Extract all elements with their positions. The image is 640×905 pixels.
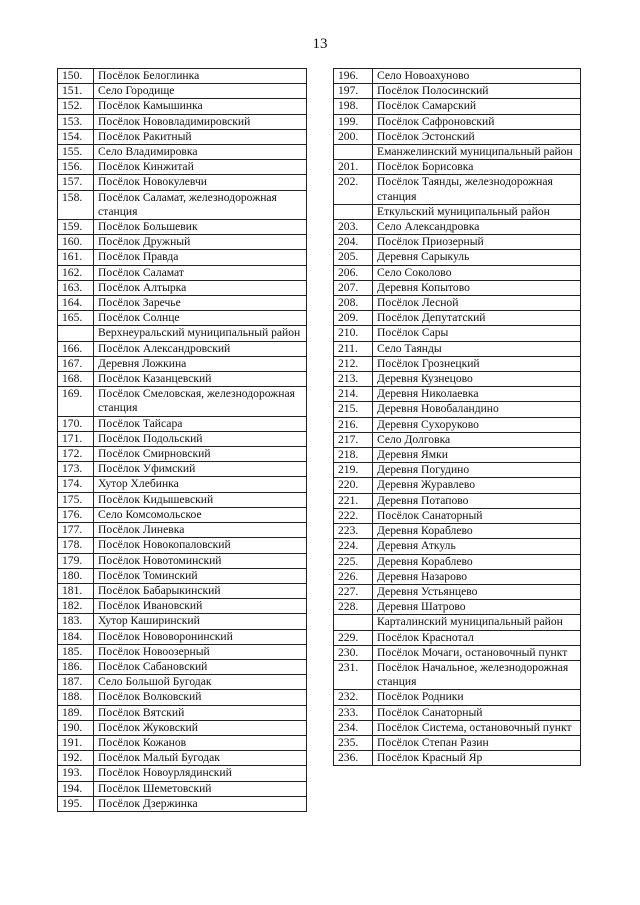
district-header-row: [334, 145, 581, 160]
row-number: 209.: [334, 311, 373, 326]
district-name: Еткульский муниципальный район: [373, 204, 581, 219]
settlement-name: Посёлок Эстонский: [373, 129, 581, 144]
settlements-table-left: [57, 68, 307, 812]
row-number: 183.: [58, 614, 94, 629]
settlement-name: Хутор Хлебинка: [94, 477, 307, 492]
settlement-name: Посёлок Малый Бугодак: [94, 751, 307, 766]
row-number: 177.: [58, 523, 94, 538]
table-row: [58, 447, 307, 462]
row-number: 207.: [334, 280, 373, 295]
row-number: 195.: [58, 796, 94, 811]
table-row: [334, 69, 581, 84]
table-row: [334, 311, 581, 326]
table-row: [58, 462, 307, 477]
table-row: [58, 629, 307, 644]
district-header-row: [334, 204, 581, 219]
row-number: 176.: [58, 507, 94, 522]
table-row: [334, 160, 581, 175]
row-number: 173.: [58, 462, 94, 477]
table-row: [58, 114, 307, 129]
row-number: 152.: [58, 99, 94, 114]
row-number: 190.: [58, 720, 94, 735]
row-number: 212.: [334, 356, 373, 371]
table-row: [58, 296, 307, 311]
row-number: 159.: [58, 220, 94, 235]
row-number: 201.: [334, 160, 373, 175]
row-number: 219.: [334, 463, 373, 478]
settlement-name: Посёлок Грознецкий: [373, 356, 581, 371]
row-number: 157.: [58, 175, 94, 190]
row-number: 203.: [334, 220, 373, 235]
row-number: 192.: [58, 751, 94, 766]
table-row: [334, 508, 581, 523]
row-number: 193.: [58, 766, 94, 781]
row-number: 194.: [58, 781, 94, 796]
settlement-name: Посёлок Большевик: [94, 220, 307, 235]
table-row: [58, 492, 307, 507]
table-row: [58, 265, 307, 280]
settlement-name: Село Городище: [94, 84, 307, 99]
row-number: 217.: [334, 432, 373, 447]
settlement-name: Село Новоахуново: [373, 69, 581, 84]
row-number: 234.: [334, 720, 373, 735]
row-number: 164.: [58, 296, 94, 311]
settlement-name: Посёлок Санаторный: [373, 705, 581, 720]
settlement-name: Посёлок Солнце: [94, 311, 307, 326]
table-row: [334, 720, 581, 735]
settlement-name: Деревня Новобаландино: [373, 402, 581, 417]
settlement-name: Посёлок Ракитный: [94, 129, 307, 144]
settlement-name: Посёлок Дружный: [94, 235, 307, 250]
settlement-name: Посёлок Приозерный: [373, 235, 581, 250]
table-row: [334, 660, 581, 689]
settlement-name: Деревня Потапово: [373, 493, 581, 508]
row-number: 229.: [334, 630, 373, 645]
row-number: 221.: [334, 493, 373, 508]
settlement-name: Посёлок Таянды, железнодорожная станция: [373, 175, 581, 204]
table-row: [58, 705, 307, 720]
settlement-name: Посёлок Новотоминский: [94, 553, 307, 568]
row-number: 185.: [58, 644, 94, 659]
table-row: [334, 569, 581, 584]
table-row: [58, 129, 307, 144]
row-number: 160.: [58, 235, 94, 250]
row-number: 210.: [334, 326, 373, 341]
settlement-name: Посёлок Кинжитай: [94, 160, 307, 175]
table-row: [58, 766, 307, 781]
settlement-name: Посёлок Новоозерный: [94, 644, 307, 659]
settlement-name: Посёлок Депутатский: [373, 311, 581, 326]
table-row: [58, 720, 307, 735]
table-row: [334, 705, 581, 720]
table-row: [58, 796, 307, 811]
settlement-name: Деревня Сарыкуль: [373, 250, 581, 265]
settlement-name: Посёлок Шеметовский: [94, 781, 307, 796]
settlement-name: Посёлок Нововоронинский: [94, 629, 307, 644]
table-row: [334, 448, 581, 463]
table-row: [58, 99, 307, 114]
settlement-name: Село Долговка: [373, 432, 581, 447]
settlement-name: Посёлок Бабарыкинский: [94, 583, 307, 598]
table-row: [334, 84, 581, 99]
settlement-name: Посёлок Белоглинка: [94, 69, 307, 84]
table-row: [334, 175, 581, 204]
row-number: 202.: [334, 175, 373, 204]
table-row: [58, 751, 307, 766]
table-row: [334, 99, 581, 114]
row-number: 198.: [334, 99, 373, 114]
row-number: 172.: [58, 447, 94, 462]
row-number: 179.: [58, 553, 94, 568]
table-row: [58, 538, 307, 553]
table-row: [58, 690, 307, 705]
row-number: 196.: [334, 69, 373, 84]
row-number: 169.: [58, 387, 94, 416]
row-number: 206.: [334, 265, 373, 280]
table-row: [58, 599, 307, 614]
row-number: 167.: [58, 356, 94, 371]
table-row: [334, 387, 581, 402]
table-row: [58, 341, 307, 356]
row-number: 170.: [58, 416, 94, 431]
settlement-name: Посёлок Саламат: [94, 265, 307, 280]
settlement-name: Посёлок Саламат, железнодорожная станция: [94, 190, 307, 219]
page-number: 13: [312, 36, 328, 52]
settlement-name: Деревня Кузнецово: [373, 372, 581, 387]
settlement-name: Деревня Погудино: [373, 463, 581, 478]
row-number: 155.: [58, 145, 94, 160]
row-number: 222.: [334, 508, 373, 523]
settlement-name: Посёлок Кидышевский: [94, 492, 307, 507]
settlement-name: Деревня Копытово: [373, 280, 581, 295]
row-number: 204.: [334, 235, 373, 250]
table-row: [58, 523, 307, 538]
table-row: [334, 554, 581, 569]
settlement-name: Село Владимировка: [94, 145, 307, 160]
table-row: [58, 84, 307, 99]
table-row: [58, 431, 307, 446]
table-row: [334, 129, 581, 144]
table-row: [58, 280, 307, 295]
settlement-name: Посёлок Камышинка: [94, 99, 307, 114]
row-number: 166.: [58, 341, 94, 356]
row-number: 182.: [58, 599, 94, 614]
row-number: 184.: [58, 629, 94, 644]
table-row: [58, 675, 307, 690]
settlement-name: Посёлок Степан Разин: [373, 735, 581, 750]
row-number: 153.: [58, 114, 94, 129]
settlement-name: Деревня Назарово: [373, 569, 581, 584]
settlement-name: Посёлок Александровский: [94, 341, 307, 356]
settlement-name: Посёлок Сабановский: [94, 659, 307, 674]
table-row: [334, 524, 581, 539]
table-row: [334, 296, 581, 311]
table-row: [334, 356, 581, 371]
table-row: [58, 69, 307, 84]
settlement-name: Посёлок Нововладимировский: [94, 114, 307, 129]
table-row: [58, 235, 307, 250]
table-row: [58, 175, 307, 190]
row-number: 188.: [58, 690, 94, 705]
row-number: 214.: [334, 387, 373, 402]
settlement-name: Посёлок Дзержинка: [94, 796, 307, 811]
table-row: [58, 568, 307, 583]
table-row: [58, 477, 307, 492]
row-number: 205.: [334, 250, 373, 265]
table-row: [334, 630, 581, 645]
settlement-name: Посёлок Краснотал: [373, 630, 581, 645]
district-header-row: [334, 615, 581, 630]
settlement-name: Посёлок Сафроновский: [373, 114, 581, 129]
row-number: 168.: [58, 372, 94, 387]
settlements-table-right: [333, 68, 581, 766]
district-name: Еманжелинский муниципальный район: [373, 145, 581, 160]
row-number: 227.: [334, 584, 373, 599]
settlement-name: Посёлок Волковский: [94, 690, 307, 705]
row-number: 199.: [334, 114, 373, 129]
settlement-name: Посёлок Уфимский: [94, 462, 307, 477]
row-number: 216.: [334, 417, 373, 432]
settlement-name: Село Большой Бугодак: [94, 675, 307, 690]
table-row: [334, 645, 581, 660]
row-number: 189.: [58, 705, 94, 720]
settlement-name: Деревня Ямки: [373, 448, 581, 463]
settlement-name: Посёлок Лесной: [373, 296, 581, 311]
row-number: 150.: [58, 69, 94, 84]
table-row: [58, 583, 307, 598]
row-number: 180.: [58, 568, 94, 583]
table-row: [334, 751, 581, 766]
row-number: 235.: [334, 735, 373, 750]
row-number: 208.: [334, 296, 373, 311]
table-row: [334, 690, 581, 705]
settlement-name: Деревня Устьянцево: [373, 584, 581, 599]
row-number: 171.: [58, 431, 94, 446]
table-row: [58, 507, 307, 522]
settlement-name: Посёлок Новокулевчи: [94, 175, 307, 190]
settlement-name: Посёлок Новокопаловский: [94, 538, 307, 553]
row-number: 161.: [58, 250, 94, 265]
row-number: 223.: [334, 524, 373, 539]
table-row: [334, 600, 581, 615]
row-number: 154.: [58, 129, 94, 144]
table-row: [58, 644, 307, 659]
row-number: 200.: [334, 129, 373, 144]
settlement-name: Деревня Ложкина: [94, 356, 307, 371]
settlement-name: Посёлок Новоурлядинский: [94, 766, 307, 781]
table-body-right: [334, 69, 581, 766]
table-row: [58, 614, 307, 629]
table-row: [334, 341, 581, 356]
row-number: 211.: [334, 341, 373, 356]
table-row: [334, 265, 581, 280]
settlement-name: Посёлок Томинский: [94, 568, 307, 583]
table-row: [58, 356, 307, 371]
settlement-name: Село Комсомольское: [94, 507, 307, 522]
table-row: [334, 326, 581, 341]
settlement-name: Посёлок Сары: [373, 326, 581, 341]
row-number: 213.: [334, 372, 373, 387]
settlement-name: Посёлок Санаторный: [373, 508, 581, 523]
row-number: [334, 204, 373, 219]
settlement-name: Посёлок Смирновский: [94, 447, 307, 462]
row-number: 225.: [334, 554, 373, 569]
row-number: 175.: [58, 492, 94, 507]
settlement-name: Посёлок Мочаги, остановочный пункт: [373, 645, 581, 660]
table-row: [58, 311, 307, 326]
settlement-name: Посёлок Полосинский: [373, 84, 581, 99]
row-number: 186.: [58, 659, 94, 674]
settlement-name: Посёлок Линевка: [94, 523, 307, 538]
table-row: [334, 432, 581, 447]
table-row: [58, 372, 307, 387]
settlement-name: Деревня Кораблево: [373, 554, 581, 569]
table-row: [58, 553, 307, 568]
table-row: [334, 584, 581, 599]
district-header-row: [58, 326, 307, 341]
row-number: 226.: [334, 569, 373, 584]
row-number: 165.: [58, 311, 94, 326]
table-row: [334, 402, 581, 417]
settlement-name: Посёлок Подольский: [94, 431, 307, 446]
settlement-name: Посёлок Заречье: [94, 296, 307, 311]
settlement-name: Посёлок Казанцевский: [94, 372, 307, 387]
table-row: [58, 250, 307, 265]
settlement-name: Деревня Николаевка: [373, 387, 581, 402]
row-number: 163.: [58, 280, 94, 295]
settlement-name: Хутор Каширинский: [94, 614, 307, 629]
row-number: 224.: [334, 539, 373, 554]
row-number: [334, 615, 373, 630]
settlement-name: Деревня Журавлево: [373, 478, 581, 493]
table-row: [58, 220, 307, 235]
settlement-name: Деревня Кораблево: [373, 524, 581, 539]
row-number: 156.: [58, 160, 94, 175]
table-row: [334, 280, 581, 295]
table-row: [58, 781, 307, 796]
row-number: 151.: [58, 84, 94, 99]
settlement-name: Посёлок Красный Яр: [373, 751, 581, 766]
row-number: 158.: [58, 190, 94, 219]
settlement-name: Посёлок Алтырка: [94, 280, 307, 295]
row-number: 197.: [334, 84, 373, 99]
table-row: [334, 478, 581, 493]
row-number: [334, 145, 373, 160]
row-number: [58, 326, 94, 341]
table-row: [58, 190, 307, 219]
row-number: 228.: [334, 600, 373, 615]
table-row: [334, 114, 581, 129]
table-body-left: [58, 69, 307, 812]
row-number: 230.: [334, 645, 373, 660]
row-number: 232.: [334, 690, 373, 705]
row-number: 220.: [334, 478, 373, 493]
settlement-name: Посёлок Жуковский: [94, 720, 307, 735]
table-row: [334, 250, 581, 265]
settlement-name: Село Таянды: [373, 341, 581, 356]
settlement-name: Посёлок Кожанов: [94, 735, 307, 750]
settlement-name: Посёлок Правда: [94, 250, 307, 265]
row-number: 215.: [334, 402, 373, 417]
settlement-name: Посёлок Ивановский: [94, 599, 307, 614]
table-row: [334, 220, 581, 235]
row-number: 174.: [58, 477, 94, 492]
table-row: [334, 463, 581, 478]
settlement-name: Посёлок Система, остановочный пункт: [373, 720, 581, 735]
settlement-name: Деревня Аткуль: [373, 539, 581, 554]
settlement-name: Село Александровка: [373, 220, 581, 235]
row-number: 191.: [58, 735, 94, 750]
row-number: 218.: [334, 448, 373, 463]
table-row: [334, 539, 581, 554]
table-row: [334, 735, 581, 750]
settlement-name: Посёлок Родники: [373, 690, 581, 705]
district-name: Верхнеуральский муниципальный район: [94, 326, 307, 341]
row-number: 233.: [334, 705, 373, 720]
table-row: [58, 387, 307, 416]
table-row: [334, 417, 581, 432]
row-number: 181.: [58, 583, 94, 598]
table-row: [58, 416, 307, 431]
table-row: [58, 659, 307, 674]
row-number: 231.: [334, 660, 373, 689]
settlement-name: Село Соколово: [373, 265, 581, 280]
row-number: 178.: [58, 538, 94, 553]
settlement-name: Посёлок Смеловская, железнодорожная станция: [94, 387, 307, 416]
row-number: 162.: [58, 265, 94, 280]
table-row: [58, 735, 307, 750]
table-row: [334, 493, 581, 508]
settlement-name: Деревня Сухоруково: [373, 417, 581, 432]
row-number: 187.: [58, 675, 94, 690]
district-name: Карталинский муниципальный район: [373, 615, 581, 630]
settlement-name: Посёлок Начальное, железнодорожная станция: [373, 660, 581, 689]
row-number: 236.: [334, 751, 373, 766]
settlement-name: Деревня Шатрово: [373, 600, 581, 615]
table-row: [58, 145, 307, 160]
settlement-name: Посёлок Тайсара: [94, 416, 307, 431]
settlement-name: Посёлок Борисовка: [373, 160, 581, 175]
table-row: [334, 235, 581, 250]
settlement-name: Посёлок Самарский: [373, 99, 581, 114]
table-row: [58, 160, 307, 175]
table-row: [334, 372, 581, 387]
settlement-name: Посёлок Вятский: [94, 705, 307, 720]
